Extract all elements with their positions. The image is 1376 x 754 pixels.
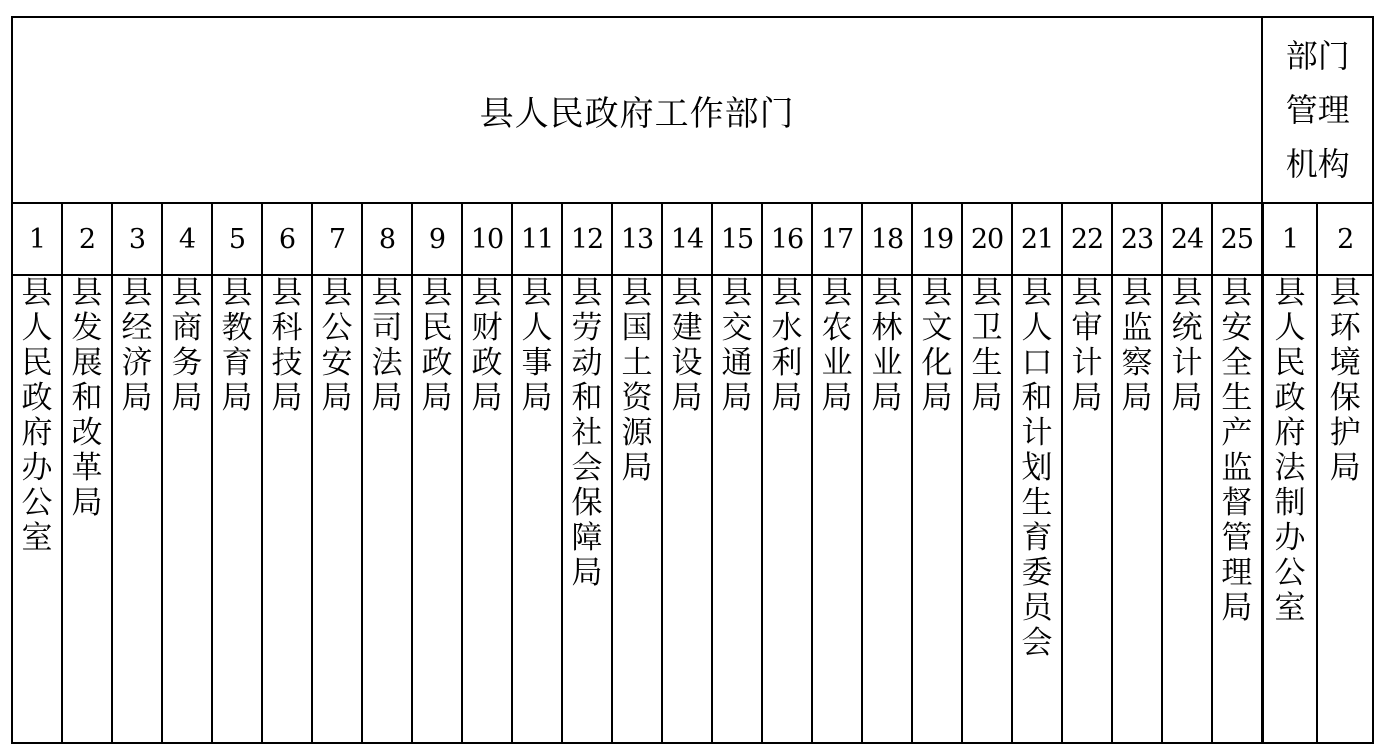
group-sub-title: 部门管理机构 [1262, 17, 1373, 203]
department-number: 10 [462, 203, 512, 275]
department-number: 2 [62, 203, 112, 275]
department-number: 1 [1262, 203, 1317, 275]
department-cell [812, 275, 862, 743]
department-number: 19 [912, 203, 962, 275]
department-number: 8 [362, 203, 412, 275]
department-cell [1062, 275, 1112, 743]
department-name: 县经济局 [121, 275, 153, 416]
department-name: 县民政局 [421, 275, 453, 416]
department-number: 25 [1212, 203, 1262, 275]
department-number: 4 [162, 203, 212, 275]
department-cell [1262, 275, 1317, 743]
department-cell [362, 275, 412, 743]
department-row [12, 275, 1373, 743]
department-number: 23 [1112, 203, 1162, 275]
department-number: 21 [1012, 203, 1062, 275]
department-cell [512, 275, 562, 743]
department-name: 县发展和改革局 [71, 275, 103, 521]
department-number: 2 [1317, 203, 1373, 275]
department-name: 县商务局 [171, 275, 203, 416]
department-number: 6 [262, 203, 312, 275]
department-cell [1317, 275, 1373, 743]
department-name: 县农业局 [821, 275, 853, 416]
department-name: 县劳动和社会保障局 [571, 275, 603, 591]
department-cell [712, 275, 762, 743]
department-number: 9 [412, 203, 462, 275]
department-cell [262, 275, 312, 743]
department-cell [12, 275, 62, 743]
department-name: 县人事局 [521, 275, 553, 416]
department-name: 县卫生局 [971, 275, 1003, 416]
department-number: 20 [962, 203, 1012, 275]
department-cell [862, 275, 912, 743]
department-cell [912, 275, 962, 743]
department-cell [762, 275, 812, 743]
department-cell [612, 275, 662, 743]
department-cell [462, 275, 512, 743]
department-name: 县审计局 [1071, 275, 1103, 416]
department-cell [112, 275, 162, 743]
department-cell [962, 275, 1012, 743]
department-name: 县人民政府法制办公室 [1274, 275, 1306, 626]
department-name: 县统计局 [1171, 275, 1203, 416]
department-name: 县水利局 [771, 275, 803, 416]
department-number: 18 [862, 203, 912, 275]
department-name: 县环境保护局 [1329, 275, 1361, 486]
department-name: 县司法局 [371, 275, 403, 416]
department-cell [212, 275, 262, 743]
department-name: 县国土资源局 [621, 275, 653, 486]
department-name: 县科技局 [271, 275, 303, 416]
department-cell [1162, 275, 1212, 743]
group-header-row [12, 17, 1373, 203]
department-number: 17 [812, 203, 862, 275]
department-number: 24 [1162, 203, 1212, 275]
department-number: 14 [662, 203, 712, 275]
department-name: 县人口和计划生育委员会 [1021, 275, 1053, 661]
department-cell [412, 275, 462, 743]
department-number: 1 [12, 203, 62, 275]
department-name: 县监察局 [1121, 275, 1153, 416]
department-number: 22 [1062, 203, 1112, 275]
department-name: 县文化局 [921, 275, 953, 416]
department-name: 县建设局 [671, 275, 703, 416]
department-number: 13 [612, 203, 662, 275]
department-cell [1212, 275, 1262, 743]
department-cell [662, 275, 712, 743]
department-number: 7 [312, 203, 362, 275]
department-cell [1012, 275, 1062, 743]
department-name: 县交通局 [721, 275, 753, 416]
department-name: 县财政局 [471, 275, 503, 416]
org-table [11, 16, 1374, 744]
department-number: 5 [212, 203, 262, 275]
department-name: 县教育局 [221, 275, 253, 416]
department-cell [562, 275, 612, 743]
department-name: 县林业局 [871, 275, 903, 416]
department-name: 县公安局 [321, 275, 353, 416]
department-number: 11 [512, 203, 562, 275]
department-cell [62, 275, 112, 743]
department-number: 16 [762, 203, 812, 275]
department-number: 15 [712, 203, 762, 275]
department-cell [162, 275, 212, 743]
department-cell [1112, 275, 1162, 743]
department-name: 县人民政府办公室 [21, 275, 53, 556]
department-name: 县安全生产监督管理局 [1221, 275, 1253, 626]
number-row [12, 203, 1373, 275]
department-cell [312, 275, 362, 743]
department-number: 3 [112, 203, 162, 275]
group-main-title: 县人民政府工作部门 [12, 17, 1262, 203]
department-number: 12 [562, 203, 612, 275]
